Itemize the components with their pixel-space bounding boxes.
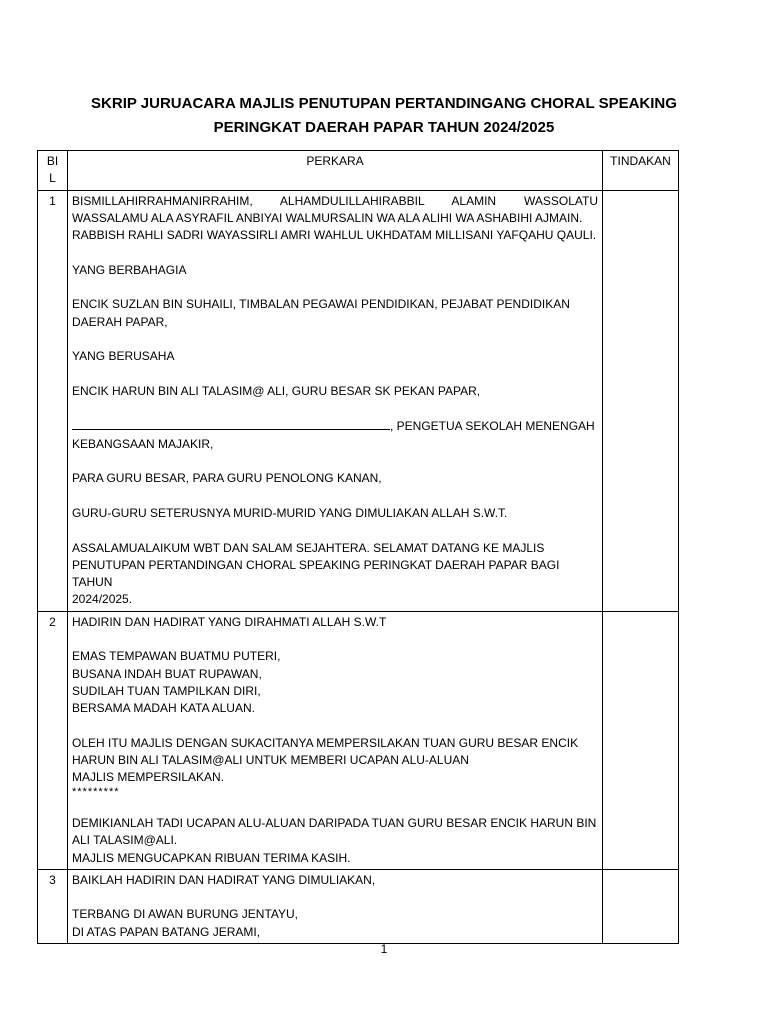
vip-line: DAERAH PAPAR, xyxy=(72,314,168,329)
page-number: 1 xyxy=(380,942,388,956)
table-row xyxy=(38,869,679,943)
header-bil xyxy=(38,151,68,191)
vip-line-with-blank xyxy=(72,417,598,435)
header-perkara: PERKARA xyxy=(68,151,603,191)
row-perkara xyxy=(68,869,603,943)
vip-line: ENCIK SUZLAN BIN SUHAILI, TIMBALAN PEGAWAI PENDIDIKAN, PEJABAT PENDIDIKAN xyxy=(72,297,570,312)
table-row xyxy=(38,190,679,611)
row-tindakan xyxy=(603,611,679,869)
vip-suffix: , PENGETUA SEKOLAH MENENGAH xyxy=(390,419,595,434)
vip-line: GURU-GURU SETERUSNYA MURID-MURID YANG DIMULIAKAN ALLAH S.W.T. xyxy=(72,505,508,520)
welcome-line: 2024/2025. xyxy=(72,592,133,607)
welcome-line: ASSALAMUALAIKUM WBT DAN SALAM SEJAHTERA. SELAMAT DATANG KE MAJLIS xyxy=(72,540,545,555)
invite-line: OLEH ITU MAJLIS DENGAN SUKACITANYA MEMPERSILAKAN TUAN GURU BESAR ENCIK xyxy=(72,735,579,750)
pantun-line: BUSANA INDAH BUAT RUPAWAN, xyxy=(72,666,262,681)
row-tindakan xyxy=(603,869,679,943)
blank-name-line xyxy=(72,417,390,430)
pantun-line: SUDILAH TUAN TAMPILKAN DIRI, xyxy=(72,683,261,698)
header-tindakan: TINDAKAN xyxy=(603,151,679,191)
address-line: HADIRIN DAN HADIRAT YANG DIRAHMATI ALLAH S.W.T xyxy=(72,614,387,629)
table-header-row xyxy=(38,151,679,191)
vip-line: KEBANGSAAN MAJAKIR, xyxy=(72,436,214,451)
row-number: 3 xyxy=(38,869,68,943)
closing-line: DEMIKIANLAH TADI UCAPAN ALU-ALUAN DARIPADA TUAN GURU BESAR ENCIK HARUN BIN xyxy=(72,815,597,830)
row-perkara xyxy=(68,190,603,611)
document-title-line-2: PERINGKAT DAERAH PAPAR TAHUN 2024/2025 xyxy=(213,119,555,136)
greeting-line: YANG BERBAHAGIA xyxy=(72,262,187,277)
opening-line: BISMILLAHIRRAHMANIRRAHIM, ALHAMDULILLAHIRABBIL ALAMIN WASSOLATU xyxy=(72,193,598,208)
header-bil-line-2: L xyxy=(49,171,56,186)
header-bil-line-1: BI xyxy=(46,154,59,168)
pantun-line: DI ATAS PAPAN BATANG JERAMI, xyxy=(72,924,261,939)
row-number: 2 xyxy=(38,611,68,869)
opening-line: RABBISH RAHLI SADRI WAYASSIRLI AMRI WAHLUL UKHDATAM MILLISANI YAFQAHU QAULI. xyxy=(72,228,597,243)
row-number: 1 xyxy=(38,190,68,611)
table-row xyxy=(38,611,679,869)
pantun-line: BERSAMA MADAH KATA ALUAN. xyxy=(72,701,255,716)
vip-line: PARA GURU BESAR, PARA GURU PENOLONG KANAN, xyxy=(72,471,382,486)
pantun-line: TERBANG DI AWAN BURUNG JENTAYU, xyxy=(72,907,299,922)
pantun-line: EMAS TEMPAWAN BUATMU PUTERI, xyxy=(72,649,281,664)
invite-line: MAJLIS MEMPERSILAKAN. xyxy=(72,770,225,785)
separator-stars: ********* xyxy=(72,785,120,798)
closing-line: ALI TALASIM@ALI. xyxy=(72,833,178,848)
closing-line: MAJLIS MENGUCAPKAN RIBUAN TERIMA KASIH. xyxy=(72,850,351,865)
script-table xyxy=(37,150,679,944)
opening-line: WASSALAMU ALA ASYRAFIL ANBIYAI WALMURSALIN WA ALA ALIHI WA ASHABIHI AJMAIN. xyxy=(72,210,583,225)
address-line: BAIKLAH HADIRIN DAN HADIRAT YANG DIMULIAKAN, xyxy=(72,872,376,887)
row-perkara xyxy=(68,611,603,869)
document-title-line-1: SKRIP JURUACARA MAJLIS PENUTUPAN PERTANDINGANG CHORAL SPEAKING xyxy=(91,95,677,112)
row-tindakan xyxy=(603,190,679,611)
greeting-line: YANG BERUSAHA xyxy=(72,349,175,364)
invite-line: HARUN BIN ALI TALASIM@ALI UNTUK MEMBERI UCAPAN ALU-ALUAN xyxy=(72,753,469,768)
welcome-line: PENUTUPAN PERTANDINGAN CHORAL SPEAKING PERINGKAT DAERAH PAPAR BAGI TAHUN xyxy=(72,557,560,590)
vip-line: ENCIK HARUN BIN ALI TALASIM@ ALI, GURU BESAR SK PEKAN PAPAR, xyxy=(72,383,481,398)
